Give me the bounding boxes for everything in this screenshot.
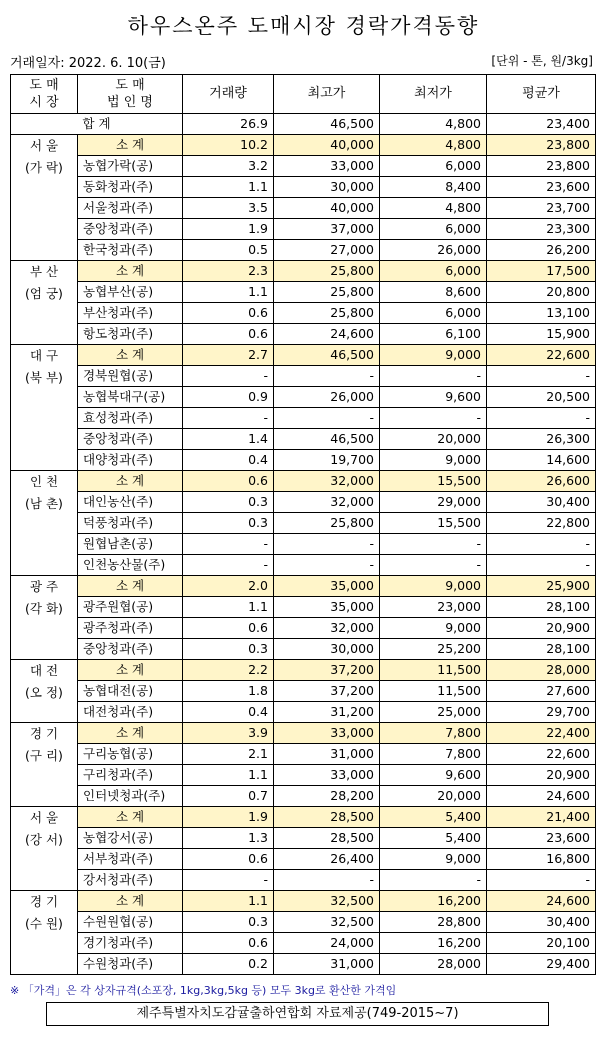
table-row (11, 366, 596, 387)
market-district: (구 리) (25, 748, 63, 763)
avg-price-cell: 20,900 (487, 765, 596, 786)
min-price-cell: - (380, 555, 487, 576)
volume-cell: 0.6 (183, 849, 274, 870)
total-row (11, 114, 596, 135)
table-row (11, 240, 596, 261)
max-price-cell: - (274, 534, 380, 555)
volume-cell: 0.6 (183, 471, 274, 492)
market-district: (오 정) (25, 685, 63, 700)
table-row (11, 408, 596, 429)
table-row (11, 639, 596, 660)
avg-price-cell: 20,500 (487, 387, 596, 408)
min-price-cell: 7,800 (380, 723, 487, 744)
avg-price-cell: 13,100 (487, 303, 596, 324)
min-price-cell: 29,000 (380, 492, 487, 513)
max-price-cell: 28,500 (274, 807, 380, 828)
max-price-cell: - (274, 366, 380, 387)
min-price-cell: 9,000 (380, 345, 487, 366)
avg-price-cell: 30,400 (487, 912, 596, 933)
table-row (11, 618, 596, 639)
corp-name: 원협남촌(공) (78, 534, 183, 555)
volume-cell: 0.3 (183, 513, 274, 534)
corp-name: 대전청과(주) (78, 702, 183, 723)
avg-price-cell: - (487, 534, 596, 555)
max-price-cell: 32,000 (274, 471, 380, 492)
min-price-cell: - (380, 366, 487, 387)
header-volume: 거래량 (183, 75, 274, 114)
volume-cell: 0.5 (183, 240, 274, 261)
corp-name: 농협대전(공) (78, 681, 183, 702)
total-volume: 26.9 (183, 114, 274, 135)
corp-name: 소 계 (78, 660, 183, 681)
avg-price-cell: 23,300 (487, 219, 596, 240)
avg-price-cell: 22,600 (487, 744, 596, 765)
max-price-cell: 27,000 (274, 240, 380, 261)
avg-price-cell: 20,100 (487, 933, 596, 954)
total-label: 합 계 (11, 114, 183, 135)
table-row (11, 702, 596, 723)
source-box: 제주특별자치도감귤출하연합회 자료제공(749-2015~7) (46, 1002, 549, 1026)
min-price-cell: 4,800 (380, 198, 487, 219)
max-price-cell: 31,200 (274, 702, 380, 723)
market-city: 대 전 (29, 663, 59, 678)
min-price-cell: - (380, 534, 487, 555)
market-city: 인 천 (29, 474, 59, 489)
volume-cell: 3.9 (183, 723, 274, 744)
volume-cell: 0.6 (183, 933, 274, 954)
min-price-cell: 28,800 (380, 912, 487, 933)
market-name (11, 891, 78, 975)
table-row (11, 681, 596, 702)
subtotal-row (11, 891, 596, 912)
header-max: 최고가 (274, 75, 380, 114)
table-row (11, 156, 596, 177)
avg-price-cell: 29,700 (487, 702, 596, 723)
trade-date: 거래일자: 2022. 6. 10(금) (10, 56, 166, 71)
market-city: 서 울 (29, 138, 59, 153)
min-price-cell: 8,400 (380, 177, 487, 198)
footnote: ※ 「가격」은 각 상자규격(소포장, 1kg,3kg,5kg 등) 모두 3kg로 환산한 가격임 (10, 984, 397, 997)
corp-name: 수원청과(주) (78, 954, 183, 975)
corp-name: 서부청과(주) (78, 849, 183, 870)
avg-price-cell: 29,400 (487, 954, 596, 975)
corp-name: 항도청과(주) (78, 324, 183, 345)
min-price-cell: 16,200 (380, 933, 487, 954)
avg-price-cell: 30,400 (487, 492, 596, 513)
table-row (11, 450, 596, 471)
avg-price-cell: 16,800 (487, 849, 596, 870)
max-price-cell: 25,800 (274, 303, 380, 324)
corp-name: 효성청과(주) (78, 408, 183, 429)
volume-cell: 0.7 (183, 786, 274, 807)
volume-cell: - (183, 555, 274, 576)
min-price-cell: 26,000 (380, 240, 487, 261)
corp-name: 경북원협(공) (78, 366, 183, 387)
market-name (11, 660, 78, 723)
volume-cell: 1.8 (183, 681, 274, 702)
min-price-cell: 9,000 (380, 450, 487, 471)
min-price-cell: 8,600 (380, 282, 487, 303)
volume-cell: 1.1 (183, 282, 274, 303)
subtotal-row (11, 660, 596, 681)
avg-price-cell: 26,600 (487, 471, 596, 492)
min-price-cell: 9,000 (380, 849, 487, 870)
corp-name: 서울청과(주) (78, 198, 183, 219)
corp-name: 소 계 (78, 261, 183, 282)
max-price-cell: - (274, 555, 380, 576)
max-price-cell: 25,800 (274, 282, 380, 303)
corp-name: 인천농산물(주) (78, 555, 183, 576)
min-price-cell: 5,400 (380, 828, 487, 849)
min-price-cell: 9,000 (380, 618, 487, 639)
market-city: 부 산 (29, 264, 59, 279)
max-price-cell: - (274, 870, 380, 891)
market-name (11, 345, 78, 471)
header-market: 도 매 시 장 (11, 75, 78, 114)
avg-price-cell: 26,200 (487, 240, 596, 261)
market-district: (가 락) (25, 160, 63, 175)
header-corp: 도 매 법 인 명 (78, 75, 183, 114)
max-price-cell: 46,500 (274, 345, 380, 366)
table-row (11, 324, 596, 345)
min-price-cell: 23,000 (380, 597, 487, 618)
avg-price-cell: 21,400 (487, 807, 596, 828)
corp-name: 광주청과(주) (78, 618, 183, 639)
max-price-cell: 32,500 (274, 912, 380, 933)
header-min: 최저가 (380, 75, 487, 114)
market-name (11, 471, 78, 576)
max-price-cell: 32,000 (274, 618, 380, 639)
min-price-cell: 16,200 (380, 891, 487, 912)
volume-cell: 0.3 (183, 492, 274, 513)
table-row (11, 513, 596, 534)
subtotal-row (11, 345, 596, 366)
min-price-cell: 5,400 (380, 807, 487, 828)
volume-cell: 0.9 (183, 387, 274, 408)
table-row (11, 429, 596, 450)
corp-name: 중앙청과(주) (78, 639, 183, 660)
min-price-cell: 28,000 (380, 954, 487, 975)
subtotal-row (11, 135, 596, 156)
volume-cell: 0.4 (183, 450, 274, 471)
avg-price-cell: 27,600 (487, 681, 596, 702)
volume-cell: 2.7 (183, 345, 274, 366)
volume-cell: 0.6 (183, 303, 274, 324)
avg-price-cell: 22,600 (487, 345, 596, 366)
avg-price-cell: 20,900 (487, 618, 596, 639)
market-district: (각 화) (25, 601, 63, 616)
volume-cell: 1.1 (183, 597, 274, 618)
avg-price-cell: - (487, 366, 596, 387)
min-price-cell: 11,500 (380, 681, 487, 702)
corp-name: 강서청과(주) (78, 870, 183, 891)
volume-cell: 2.2 (183, 660, 274, 681)
max-price-cell: 26,400 (274, 849, 380, 870)
corp-name: 부산청과(주) (78, 303, 183, 324)
avg-price-cell: 23,600 (487, 828, 596, 849)
market-name (11, 723, 78, 807)
corp-name: 소 계 (78, 471, 183, 492)
min-price-cell: 6,100 (380, 324, 487, 345)
min-price-cell: 15,500 (380, 471, 487, 492)
table-row (11, 282, 596, 303)
corp-name: 광주원협(공) (78, 597, 183, 618)
volume-cell: 1.3 (183, 828, 274, 849)
volume-cell: 2.1 (183, 744, 274, 765)
corp-name: 소 계 (78, 807, 183, 828)
table-row (11, 954, 596, 975)
table-row (11, 912, 596, 933)
min-price-cell: 6,000 (380, 261, 487, 282)
corp-name: 농협강서(공) (78, 828, 183, 849)
volume-cell: 1.1 (183, 177, 274, 198)
avg-price-cell: - (487, 870, 596, 891)
table-row (11, 786, 596, 807)
max-price-cell: 28,500 (274, 828, 380, 849)
max-price-cell: 25,800 (274, 261, 380, 282)
table-row (11, 555, 596, 576)
max-price-cell: 37,000 (274, 219, 380, 240)
avg-price-cell: 22,800 (487, 513, 596, 534)
corp-name: 소 계 (78, 891, 183, 912)
min-price-cell: 15,500 (380, 513, 487, 534)
max-price-cell: 26,000 (274, 387, 380, 408)
avg-price-cell: 23,800 (487, 156, 596, 177)
max-price-cell: 19,700 (274, 450, 380, 471)
min-price-cell: 25,000 (380, 702, 487, 723)
table-header-row (11, 75, 596, 114)
avg-price-cell: - (487, 408, 596, 429)
volume-cell: 1.1 (183, 891, 274, 912)
avg-price-cell: 26,300 (487, 429, 596, 450)
table-row (11, 177, 596, 198)
volume-cell: 2.3 (183, 261, 274, 282)
market-district: (남 촌) (25, 496, 63, 511)
max-price-cell: 35,000 (274, 597, 380, 618)
table-row (11, 828, 596, 849)
volume-cell: 0.4 (183, 702, 274, 723)
corp-name: 농협북대구(공) (78, 387, 183, 408)
avg-price-cell: 23,700 (487, 198, 596, 219)
corp-name: 동화청과(주) (78, 177, 183, 198)
avg-price-cell: 28,000 (487, 660, 596, 681)
volume-cell: - (183, 870, 274, 891)
volume-cell: 10.2 (183, 135, 274, 156)
volume-cell: - (183, 366, 274, 387)
max-price-cell: 33,000 (274, 156, 380, 177)
header-avg: 평균가 (487, 75, 596, 114)
table-row (11, 744, 596, 765)
table-row (11, 765, 596, 786)
avg-price-cell: 23,600 (487, 177, 596, 198)
avg-price-cell: 17,500 (487, 261, 596, 282)
market-name (11, 135, 78, 261)
avg-price-cell: 25,900 (487, 576, 596, 597)
volume-cell: 2.0 (183, 576, 274, 597)
corp-name: 구리농협(공) (78, 744, 183, 765)
min-price-cell: 20,000 (380, 786, 487, 807)
subtotal-row (11, 576, 596, 597)
min-price-cell: 9,600 (380, 387, 487, 408)
table-row (11, 849, 596, 870)
market-name (11, 261, 78, 345)
volume-cell: 1.4 (183, 429, 274, 450)
min-price-cell: 7,800 (380, 744, 487, 765)
table-row (11, 870, 596, 891)
volume-cell: 1.1 (183, 765, 274, 786)
market-city: 경 기 (29, 894, 59, 909)
min-price-cell: 6,000 (380, 156, 487, 177)
max-price-cell: 35,000 (274, 576, 380, 597)
table-row (11, 534, 596, 555)
total-max: 46,500 (274, 114, 380, 135)
corp-name: 소 계 (78, 723, 183, 744)
unit-label: [단위 - 톤, 원/3kg] (491, 54, 593, 68)
max-price-cell: - (274, 408, 380, 429)
corp-name: 대인농산(주) (78, 492, 183, 513)
volume-cell: 0.3 (183, 639, 274, 660)
market-city: 경 기 (29, 726, 59, 741)
avg-price-cell: 15,900 (487, 324, 596, 345)
subtotal-row (11, 807, 596, 828)
avg-price-cell: - (487, 555, 596, 576)
min-price-cell: 11,500 (380, 660, 487, 681)
corp-name: 농협부산(공) (78, 282, 183, 303)
market-name (11, 807, 78, 891)
corp-name: 소 계 (78, 345, 183, 366)
subtotal-row (11, 471, 596, 492)
volume-cell: 1.9 (183, 219, 274, 240)
market-city: 서 울 (29, 810, 59, 825)
table-row (11, 597, 596, 618)
table-row (11, 198, 596, 219)
max-price-cell: 31,000 (274, 744, 380, 765)
market-city: 대 구 (29, 348, 59, 363)
avg-price-cell: 22,400 (487, 723, 596, 744)
table-row (11, 933, 596, 954)
subtotal-row (11, 261, 596, 282)
corp-name: 농협가락(공) (78, 156, 183, 177)
min-price-cell: - (380, 870, 487, 891)
avg-price-cell: 28,100 (487, 597, 596, 618)
max-price-cell: 31,000 (274, 954, 380, 975)
corp-name: 경기청과(주) (78, 933, 183, 954)
subtotal-row (11, 723, 596, 744)
max-price-cell: 37,200 (274, 681, 380, 702)
max-price-cell: 30,000 (274, 639, 380, 660)
max-price-cell: 46,500 (274, 429, 380, 450)
total-avg: 23,400 (487, 114, 596, 135)
corp-name: 인터넷청과(주) (78, 786, 183, 807)
market-district: (강 서) (25, 832, 63, 847)
max-price-cell: 37,200 (274, 660, 380, 681)
table-row (11, 492, 596, 513)
corp-name: 소 계 (78, 135, 183, 156)
market-city: 광 주 (29, 579, 59, 594)
market-name (11, 576, 78, 660)
corp-name: 덕풍청과(주) (78, 513, 183, 534)
volume-cell: 3.5 (183, 198, 274, 219)
volume-cell: 1.9 (183, 807, 274, 828)
volume-cell: - (183, 408, 274, 429)
corp-name: 소 계 (78, 576, 183, 597)
max-price-cell: 30,000 (274, 177, 380, 198)
min-price-cell: 25,200 (380, 639, 487, 660)
total-min: 4,800 (380, 114, 487, 135)
max-price-cell: 33,000 (274, 723, 380, 744)
price-table (10, 74, 596, 975)
volume-cell: 3.2 (183, 156, 274, 177)
market-district: (북 부) (25, 370, 63, 385)
corp-name: 중앙청과(주) (78, 219, 183, 240)
min-price-cell: 6,000 (380, 219, 487, 240)
avg-price-cell: 28,100 (487, 639, 596, 660)
min-price-cell: 9,000 (380, 576, 487, 597)
page-title: 하우스온주 도매시장 경락가격동향 (127, 14, 480, 38)
volume-cell: 0.6 (183, 618, 274, 639)
corp-name: 대양청과(주) (78, 450, 183, 471)
corp-name: 한국청과(주) (78, 240, 183, 261)
min-price-cell: 20,000 (380, 429, 487, 450)
max-price-cell: 28,200 (274, 786, 380, 807)
market-district: (수 원) (25, 916, 63, 931)
max-price-cell: 33,000 (274, 765, 380, 786)
avg-price-cell: 24,600 (487, 786, 596, 807)
corp-name: 구리청과(주) (78, 765, 183, 786)
volume-cell: - (183, 534, 274, 555)
corp-name: 중앙청과(주) (78, 429, 183, 450)
min-price-cell: - (380, 408, 487, 429)
max-price-cell: 32,000 (274, 492, 380, 513)
avg-price-cell: 23,800 (487, 135, 596, 156)
avg-price-cell: 24,600 (487, 891, 596, 912)
volume-cell: 0.2 (183, 954, 274, 975)
min-price-cell: 6,000 (380, 303, 487, 324)
max-price-cell: 40,000 (274, 198, 380, 219)
table-row (11, 303, 596, 324)
max-price-cell: 24,000 (274, 933, 380, 954)
table-row (11, 219, 596, 240)
volume-cell: 0.3 (183, 912, 274, 933)
avg-price-cell: 14,600 (487, 450, 596, 471)
corp-name: 수원원협(공) (78, 912, 183, 933)
max-price-cell: 32,500 (274, 891, 380, 912)
market-district: (엄 궁) (25, 286, 63, 301)
avg-price-cell: 20,800 (487, 282, 596, 303)
max-price-cell: 25,800 (274, 513, 380, 534)
min-price-cell: 4,800 (380, 135, 487, 156)
min-price-cell: 9,600 (380, 765, 487, 786)
volume-cell: 0.6 (183, 324, 274, 345)
table-row (11, 387, 596, 408)
max-price-cell: 40,000 (274, 135, 380, 156)
max-price-cell: 24,600 (274, 324, 380, 345)
